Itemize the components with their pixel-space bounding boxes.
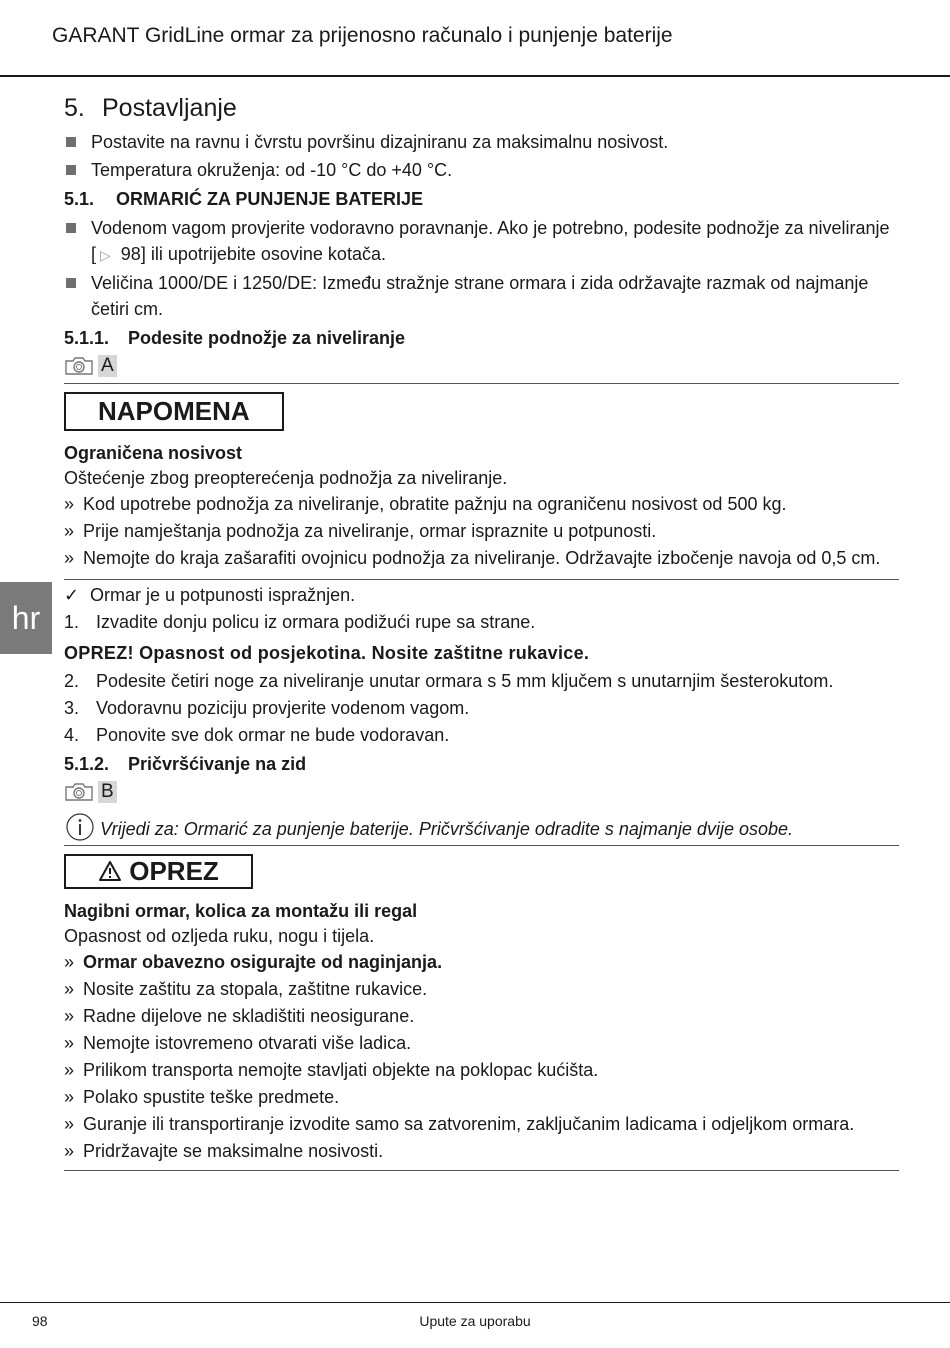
warning-box-title: OPREZ — [64, 854, 253, 889]
chevron-bullet: » — [64, 521, 75, 541]
footer-divider — [0, 1302, 950, 1303]
list-item: Vodenom vagom provjerite vodoravno poravnanje. Ako je potrebno, podesite podnožje za niveliranje [ ▷ 98] ili upotrijebite osovine kotača. — [64, 215, 899, 268]
chevron-bullet: » — [64, 952, 75, 972]
list-item: » Prije namještanja podnožja za niveliranje, ormar ispraznite u potpunosti. — [64, 518, 899, 544]
notice-text: Oštećenje zbog preopterećenja podnožja za niveliranje. — [64, 468, 508, 488]
list-item: » Polako spustite teške predmete. — [64, 1084, 899, 1110]
language-tab[interactable]: hr — [0, 582, 52, 654]
square-bullet-icon — [66, 137, 76, 147]
list-item: » Radne dijelove ne skladištiti neosigurane. — [64, 1003, 899, 1029]
list-item: » Nemojte istovremeno otvarati više ladica. — [64, 1030, 899, 1056]
checkmark-icon: ✓ — [64, 585, 80, 605]
step-item: 4. Ponovite sve dok ormar ne bude vodoravan. — [64, 725, 450, 745]
warning-triangle-icon — [98, 860, 122, 882]
figure-reference-b — [64, 781, 899, 803]
square-bullet-icon — [66, 223, 76, 233]
chevron-bullet: » — [64, 1033, 75, 1053]
divider — [64, 579, 899, 580]
figure-label: A — [98, 355, 117, 377]
chevron-bullet: » — [64, 1087, 75, 1107]
warning-subtitle: Nagibni ormar, kolica za montažu ili regal — [64, 901, 418, 921]
notice-box-title: NAPOMENA — [64, 392, 284, 431]
chevron-bullet: » — [64, 494, 75, 514]
notice-subtitle: Ograničena nosivost — [64, 443, 243, 463]
page-number: 98 — [32, 1313, 48, 1329]
document-header-title: GARANT GridLine ormar za prijenosno računalo i punjenje baterije — [52, 24, 673, 47]
list-item: » Guranje ili transportiranje izvodite samo sa zatvorenim, zaključanim ladicama i odjeljkom ormara. — [64, 1111, 899, 1137]
list-item: Postavite na ravnu i čvrstu površinu dizajniranu za maksimalnu nosivost. — [64, 129, 899, 155]
section-5-1-1-heading: 5.1.1. Podesite podnožje za niveliranje — [64, 328, 406, 348]
square-bullet-icon — [66, 165, 76, 175]
footer-text: Upute za uporabu — [419, 1313, 531, 1329]
reference-arrow-icon: ▷ — [100, 247, 111, 263]
step-item: 1. Izvadite donju policu iz ormara podižući rupe sa strane. — [64, 612, 536, 632]
precondition-item: ✓ Ormar je u potpunosti ispražnjen. — [64, 582, 899, 608]
camera-icon — [64, 782, 94, 802]
figure-reference-a — [64, 355, 899, 377]
list-item: » Prilikom transporta nemojte stavljati objekte na poklopac kućišta. — [64, 1057, 899, 1083]
info-note: Vrijedi za: Ormarić za punjenje baterije. Pričvršćivanje odradite s najmanje dvije osobe. — [64, 813, 899, 843]
header-divider — [0, 75, 950, 77]
list-item: Temperatura okruženja: od -10 °C do +40 °C. — [64, 157, 899, 183]
warning-text: Opasnost od ozljeda ruku, nogu i tijela. — [64, 926, 375, 946]
square-bullet-icon — [66, 278, 76, 288]
section-5-1-2-heading: 5.1.2. Pričvršćivanje na zid — [64, 754, 307, 774]
list-item: » Nemojte do kraja zašarafiti ovojnicu podnožja za niveliranje. Održavajte izbočenje navoja od 0,5 cm. — [64, 545, 899, 571]
section-5-1-heading: 5.1. ORMARIĆ ZA PUNJENJE BATERIJE — [64, 189, 424, 209]
step-item: 2. Podesite četiri noge za niveliranje unutar ormara s 5 mm ključem s unutarnjim šesterokutom. — [64, 671, 834, 691]
caution-line: OPREZ! Opasnost od posjekotina. Nosite zaštitne rukavice. — [64, 643, 590, 663]
camera-icon — [64, 356, 94, 376]
chevron-bullet: » — [64, 1060, 75, 1080]
list-item: » Nosite zaštitu za stopala, zaštitne rukavice. — [64, 976, 899, 1002]
list-item: » Pridržavajte se maksimalne nosivosti. — [64, 1138, 899, 1164]
page-reference-link[interactable]: 98 — [120, 244, 141, 264]
list-item: Veličina 1000/DE i 1250/DE: Između stražnje strane ormara i zida održavajte razmak od najmanje četiri cm. — [64, 270, 899, 322]
info-icon — [64, 813, 96, 843]
chevron-bullet: » — [64, 1006, 75, 1026]
step-item: 3. Vodoravnu poziciju provjerite vodenom vagom. — [64, 698, 470, 718]
list-item: » Kod upotrebe podnožja za niveliranje, obratite pažnju na ograničenu nosivost od 500 kg. — [64, 491, 899, 517]
chevron-bullet: » — [64, 1114, 75, 1134]
chevron-bullet: » — [64, 1141, 75, 1161]
list-item: » Ormar obavezno osigurajte od naginjanja. — [64, 949, 899, 975]
page-content — [64, 94, 899, 1179]
chevron-bullet: » — [64, 979, 75, 999]
divider — [64, 1170, 899, 1171]
figure-label: B — [98, 781, 117, 803]
section-5-heading: 5. Postavljanje — [64, 94, 237, 122]
chevron-bullet: » — [64, 548, 75, 568]
divider — [64, 845, 899, 846]
divider — [64, 383, 899, 384]
